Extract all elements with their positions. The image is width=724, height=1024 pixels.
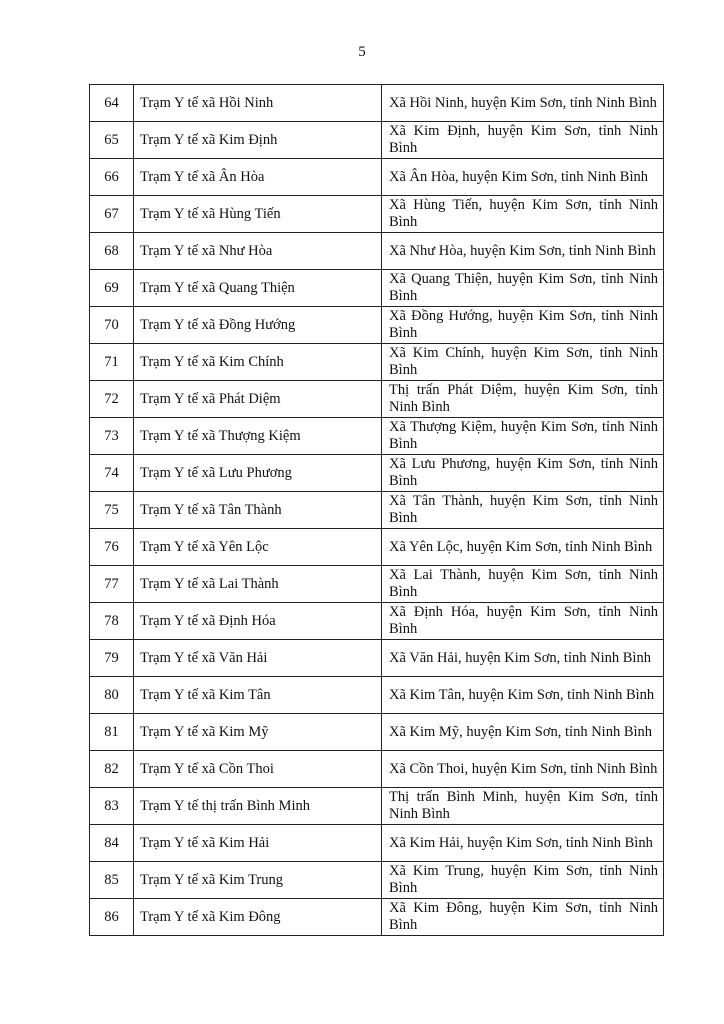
facility-name: Trạm Y tế xã Văn Hải bbox=[134, 640, 382, 677]
row-number: 78 bbox=[90, 603, 134, 640]
row-number: 74 bbox=[90, 455, 134, 492]
row-number: 77 bbox=[90, 566, 134, 603]
facility-address: Xã Đồng Hướng, huyện Kim Sơn, tỉnh Ninh Bình bbox=[382, 307, 664, 344]
table-row bbox=[90, 233, 664, 270]
facility-name: Trạm Y tế xã Kim Hải bbox=[134, 825, 382, 862]
table-row bbox=[90, 122, 664, 159]
row-number: 69 bbox=[90, 270, 134, 307]
facility-address: Xã Kim Chính, huyện Kim Sơn, tỉnh Ninh Bình bbox=[382, 344, 664, 381]
facility-name: Trạm Y tế thị trấn Bình Minh bbox=[134, 788, 382, 825]
facility-name: Trạm Y tế xã Lưu Phương bbox=[134, 455, 382, 492]
facility-name: Trạm Y tế xã Thượng Kiệm bbox=[134, 418, 382, 455]
facility-name: Trạm Y tế xã Kim Đông bbox=[134, 899, 382, 936]
row-number: 86 bbox=[90, 899, 134, 936]
facility-address: Xã Định Hóa, huyện Kim Sơn, tỉnh Ninh Bình bbox=[382, 603, 664, 640]
facility-name: Trạm Y tế xã Kim Định bbox=[134, 122, 382, 159]
table-row bbox=[90, 196, 664, 233]
table-row bbox=[90, 381, 664, 418]
facility-name: Trạm Y tế xã Đồng Hướng bbox=[134, 307, 382, 344]
facility-name: Trạm Y tế xã Hồi Ninh bbox=[134, 85, 382, 122]
table-row bbox=[90, 677, 664, 714]
row-number: 72 bbox=[90, 381, 134, 418]
table-row bbox=[90, 899, 664, 936]
row-number: 82 bbox=[90, 751, 134, 788]
table-row bbox=[90, 418, 664, 455]
table-row bbox=[90, 788, 664, 825]
row-number: 84 bbox=[90, 825, 134, 862]
facility-address: Xã Kim Tân, huyện Kim Sơn, tỉnh Ninh Bình bbox=[382, 677, 664, 714]
facility-name: Trạm Y tế xã Kim Trung bbox=[134, 862, 382, 899]
facility-address: Xã Tân Thành, huyện Kim Sơn, tỉnh Ninh Bình bbox=[382, 492, 664, 529]
row-number: 66 bbox=[90, 159, 134, 196]
facility-address: Thị trấn Phát Diệm, huyện Kim Sơn, tỉnh Ninh Bình bbox=[382, 381, 664, 418]
facility-name: Trạm Y tế xã Như Hòa bbox=[134, 233, 382, 270]
table-body bbox=[90, 85, 664, 936]
facility-address: Xã Thượng Kiệm, huyện Kim Sơn, tỉnh Ninh Bình bbox=[382, 418, 664, 455]
table-row bbox=[90, 344, 664, 381]
row-number: 85 bbox=[90, 862, 134, 899]
facility-address: Xã Như Hòa, huyện Kim Sơn, tỉnh Ninh Bình bbox=[382, 233, 664, 270]
row-number: 73 bbox=[90, 418, 134, 455]
facility-address: Xã Cồn Thoi, huyện Kim Sơn, tỉnh Ninh Bình bbox=[382, 751, 664, 788]
table-row bbox=[90, 825, 664, 862]
facility-name: Trạm Y tế xã Tân Thành bbox=[134, 492, 382, 529]
table-row bbox=[90, 566, 664, 603]
table-row bbox=[90, 270, 664, 307]
facility-name: Trạm Y tế xã Ân Hòa bbox=[134, 159, 382, 196]
table-row bbox=[90, 159, 664, 196]
facility-name: Trạm Y tế xã Quang Thiện bbox=[134, 270, 382, 307]
facility-address: Xã Lai Thành, huyện Kim Sơn, tỉnh Ninh Bình bbox=[382, 566, 664, 603]
page-number: 5 bbox=[358, 44, 366, 60]
table-row bbox=[90, 640, 664, 677]
row-number: 71 bbox=[90, 344, 134, 381]
row-number: 76 bbox=[90, 529, 134, 566]
facility-name: Trạm Y tế xã Kim Mỹ bbox=[134, 714, 382, 751]
facility-address: Xã Lưu Phương, huyện Kim Sơn, tỉnh Ninh Bình bbox=[382, 455, 664, 492]
health-station-table bbox=[89, 84, 664, 936]
table-row bbox=[90, 751, 664, 788]
facility-name: Trạm Y tế xã Lai Thành bbox=[134, 566, 382, 603]
table-row bbox=[90, 85, 664, 122]
row-number: 81 bbox=[90, 714, 134, 751]
facility-address: Xã Hồi Ninh, huyện Kim Sơn, tỉnh Ninh Bình bbox=[382, 85, 664, 122]
facility-address: Xã Kim Trung, huyện Kim Sơn, tỉnh Ninh Bình bbox=[382, 862, 664, 899]
facility-address: Xã Hùng Tiến, huyện Kim Sơn, tỉnh Ninh Bình bbox=[382, 196, 664, 233]
facility-name: Trạm Y tế xã Yên Lộc bbox=[134, 529, 382, 566]
facility-name: Trạm Y tế xã Kim Tân bbox=[134, 677, 382, 714]
facility-address: Xã Kim Định, huyện Kim Sơn, tỉnh Ninh Bình bbox=[382, 122, 664, 159]
facility-name: Trạm Y tế xã Kim Chính bbox=[134, 344, 382, 381]
facility-address: Xã Văn Hải, huyện Kim Sơn, tỉnh Ninh Bình bbox=[382, 640, 664, 677]
table-row bbox=[90, 307, 664, 344]
facility-address: Xã Kim Hải, huyện Kim Sơn, tỉnh Ninh Bình bbox=[382, 825, 664, 862]
facility-address: Xã Ân Hòa, huyện Kim Sơn, tỉnh Ninh Bình bbox=[382, 159, 664, 196]
table-row bbox=[90, 862, 664, 899]
facility-address: Xã Quang Thiện, huyện Kim Sơn, tỉnh Ninh Bình bbox=[382, 270, 664, 307]
facility-name: Trạm Y tế xã Định Hóa bbox=[134, 603, 382, 640]
row-number: 75 bbox=[90, 492, 134, 529]
row-number: 80 bbox=[90, 677, 134, 714]
facility-name: Trạm Y tế xã Cồn Thoi bbox=[134, 751, 382, 788]
row-number: 67 bbox=[90, 196, 134, 233]
row-number: 65 bbox=[90, 122, 134, 159]
row-number: 64 bbox=[90, 85, 134, 122]
row-number: 70 bbox=[90, 307, 134, 344]
row-number: 83 bbox=[90, 788, 134, 825]
facility-name: Trạm Y tế xã Phát Diệm bbox=[134, 381, 382, 418]
facility-name: Trạm Y tế xã Hùng Tiến bbox=[134, 196, 382, 233]
facility-address: Xã Yên Lộc, huyện Kim Sơn, tỉnh Ninh Bình bbox=[382, 529, 664, 566]
row-number: 68 bbox=[90, 233, 134, 270]
table-row bbox=[90, 455, 664, 492]
table-row bbox=[90, 529, 664, 566]
facility-address: Thị trấn Bình Minh, huyện Kim Sơn, tỉnh Ninh Bình bbox=[382, 788, 664, 825]
row-number: 79 bbox=[90, 640, 134, 677]
facility-address: Xã Kim Đông, huyện Kim Sơn, tỉnh Ninh Bình bbox=[382, 899, 664, 936]
table-row bbox=[90, 603, 664, 640]
facility-address: Xã Kim Mỹ, huyện Kim Sơn, tỉnh Ninh Bình bbox=[382, 714, 664, 751]
table-row bbox=[90, 492, 664, 529]
table-row bbox=[90, 714, 664, 751]
